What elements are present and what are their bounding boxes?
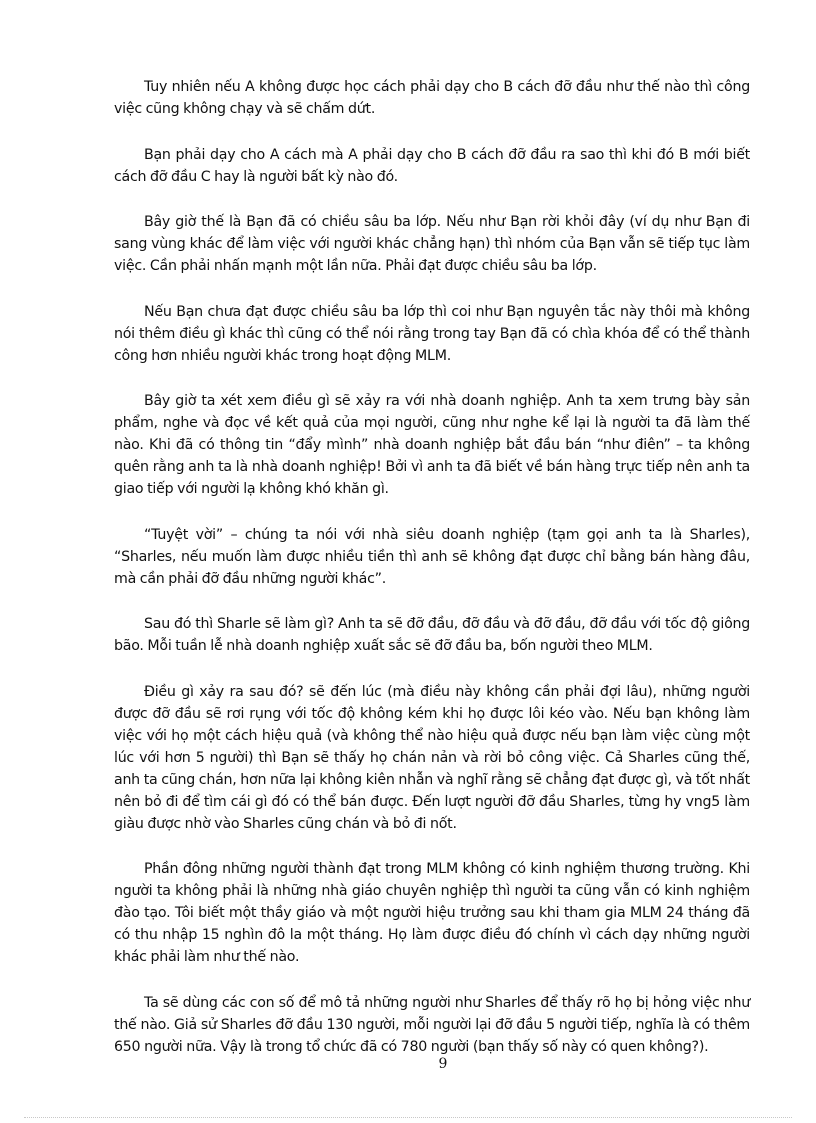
paragraph-3: Bây giờ thế là Bạn đã có chiều sâu ba lớp. Nếu như Bạn rời khỏi đây (ví dụ như Bạn đi sang vùng khác để làm việc với người khác chẳng hạn) thì nhóm của Bạn vẫn sẽ tiếp tục làm việc. Cần phải nhấn mạnh một lần nữa. Phải đạt được chiều sâu ba lớp. <box>114 214 750 274</box>
paragraph-7: Sau đó thì Sharle sẽ làm gì? Anh ta sẽ đỡ đầu, đỡ đầu và đỡ đầu, đỡ đầu với tốc độ giông bão. Mỗi tuần lễ nhà doanh nghiệp xuất sắc sẽ đỡ đầu ba, bốn người theo MLM. <box>114 616 750 654</box>
page-bottom-divider <box>24 1117 792 1118</box>
paragraph-1: Tuy nhiên nếu A không được học cách phải dạy cho B cách đỡ đầu như thế nào thì công việc cũng không chạy và sẽ chấm dứt. <box>114 79 750 117</box>
page-number: 9 <box>438 1056 448 1072</box>
paragraph-5: Bây giờ ta xét xem điều gì sẽ xảy ra với nhà doanh nghiệp. Anh ta xem trưng bày sản phẩm, nghe và đọc về kết quả của mọi người, cũng như nghe kể lại là người ta đã làm thế nào. Khi đã có thông tin “đẩy mình” nhà doanh nghiệp bắt đầu bán “như điên” – ta không quên rằng anh ta là nhà doanh nghiệp! Bởi vì anh ta đã biết về bán hàng trực tiếp nên anh ta giao tiếp với người lạ không khó khăn gì. <box>114 393 750 497</box>
paragraph-9: Phần đông những người thành đạt trong MLM không có kinh nghiệm thương trường. Khi người ta không phải là những nhà giáo chuyên nghiệp thì người ta cũng vẫn có kinh nghiệm đào tạo. Tôi biết một thầy giáo và một người hiệu trưởng sau khi tham gia MLM 24 tháng đã có thu nhập 15 nghìn đô la một tháng. Họ làm được điều đó chính vì cách dạy những người khác phải làm như thế nào. <box>114 861 750 965</box>
paragraph-6: “Tuyệt vời” – chúng ta nói với nhà siêu doanh nghiệp (tạm gọi anh ta là Sharles), “Sharles, nếu muốn làm được nhiều tiền thì anh sẽ không đạt được chỉ bằng bán hàng đâu, mà cần phải đỡ đầu những người khác”. <box>114 526 750 587</box>
paragraph-2: Bạn phải dạy cho A cách mà A phải dạy cho B cách đỡ đầu ra sao thì khi đó B mới biết cách đỡ đầu C hay là người bất kỳ nào đó. <box>114 146 750 185</box>
paragraph-8: Điều gì xảy ra sau đó? sẽ đến lúc (mà điều này không cần phải đợi lâu), những người được đỡ đầu sẽ rơi rụng với tốc độ không kém khi họ được lôi kéo vào. Nếu bạn không làm việc với họ một cách hiệu quả (và không thể nào hiệu quả được nếu bạn làm việc cùng một lúc với hơn 5 người) thì Bạn sẽ thấy họ chán nản và rời bỏ công việc. Cả Sharles cũng thế, anh ta cũng chán, hơn nữa lại không kiên nhẫn và nghĩ rằng sẽ chẳng đạt được gì, và tốt nhất nên bỏ đi để tìm cái gì đó có thể bán được. Đến lượt người đỡ đầu Sharles, từng hy vng5 làm giàu được nhờ vào Sharles cũng chán và bỏ đi nốt. <box>114 683 750 832</box>
paragraph-4: Nếu Bạn chưa đạt được chiều sâu ba lớp thì coi như Bạn nguyên tắc này thôi mà không nói thêm điều gì khác thì cũng có thể nói rằng trong tay Bạn đã có chìa khóa để có thể thành công hơn nhiều người khác trong hoạt động MLM. <box>114 303 750 364</box>
body-text <box>114 76 750 1081</box>
paragraph-10: Ta sẽ dùng các con số để mô tả những người như Sharles để thấy rõ họ bị hỏng việc như thế nào. Giả sử Sharles đỡ đầu 130 người, mỗi người lại đỡ đầu 5 người tiếp, nghĩa là có thêm 650 người nữa. Vậy là trong tổ chức đã có 780 người (bạn thấy số này có quen không?). <box>114 994 750 1055</box>
